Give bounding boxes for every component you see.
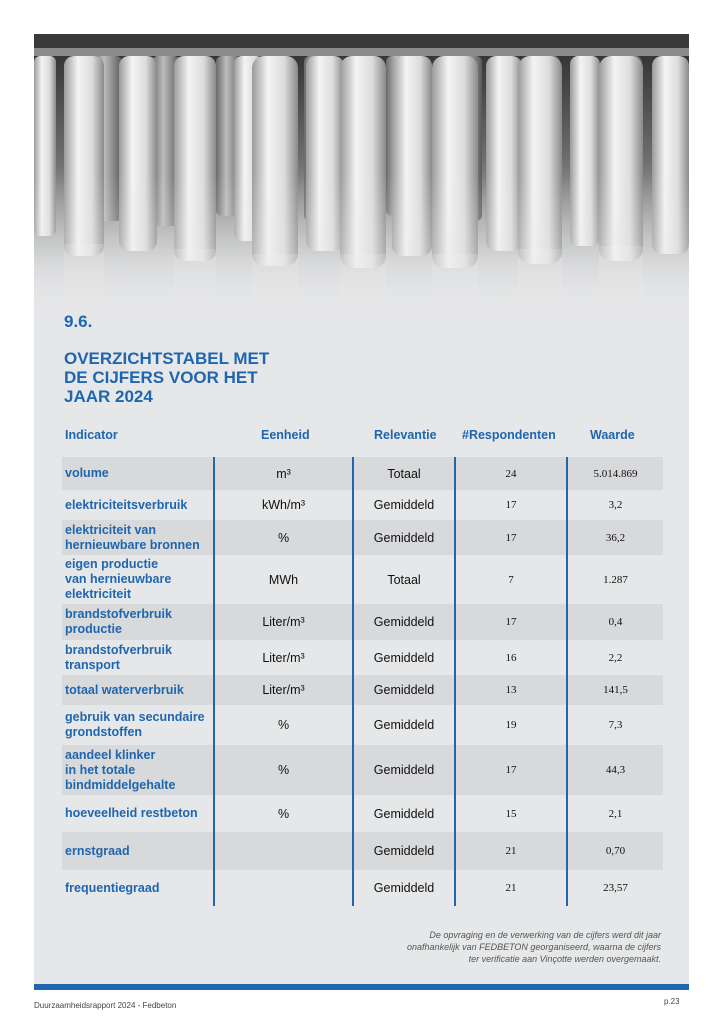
indicator-line: grondstoffen	[65, 725, 143, 739]
header-relevantie: Relevantie	[374, 428, 437, 442]
eenheid-cell: kWh/m³	[261, 498, 306, 512]
table-row	[62, 832, 663, 870]
table-row	[62, 555, 663, 604]
waarde-cell: 5.014.869	[593, 467, 638, 480]
indicator-cell	[65, 640, 213, 675]
table-row	[62, 795, 663, 832]
table-row	[62, 705, 663, 745]
table-row	[62, 520, 663, 555]
eenheid-cell	[215, 832, 352, 870]
relevantie-cell: Gemiddeld	[373, 763, 435, 777]
indicator-cell	[65, 705, 213, 745]
waarde-cell: 44,3	[605, 764, 626, 776]
eenheid-cell: m³	[276, 466, 291, 481]
column-divider	[213, 457, 215, 906]
section-number: 9.6.	[64, 312, 93, 331]
respondenten-cell: 17	[505, 531, 517, 544]
table-row	[62, 870, 663, 906]
indicator-cell	[65, 870, 213, 906]
relevantie-cell: Totaal	[387, 572, 421, 587]
relevantie-cell: Gemiddeld	[373, 718, 435, 732]
indicator-line: elektriciteitsverbruik	[65, 497, 188, 512]
table-row	[62, 745, 663, 795]
indicator-line: eigen productie	[65, 557, 159, 571]
respondenten-cell: 7	[508, 573, 514, 586]
indicator-line: productie	[65, 622, 122, 636]
indicator-cell	[65, 745, 213, 795]
respondenten-cell: 15	[505, 807, 517, 820]
indicator-cell	[65, 675, 213, 705]
eenheid-cell: Liter/m³	[262, 650, 305, 665]
waarde-cell: 0,70	[605, 845, 626, 857]
waarde-cell: 36,2	[605, 531, 626, 544]
eenheid-cell: %	[277, 718, 290, 732]
eenheid-cell: %	[277, 806, 290, 821]
relevantie-cell: Gemiddeld	[373, 844, 435, 858]
header-eenheid: Eenheid	[261, 428, 310, 442]
indicator-line: hernieuwbare bronnen	[65, 537, 200, 552]
indicator-cell	[65, 555, 213, 604]
respondenten-cell: 21	[505, 882, 517, 894]
footer-report-title: Duurzaamheidsrapport 2024 - Fedbeton	[34, 1001, 177, 1010]
eenheid-cell: Liter/m³	[262, 683, 305, 697]
eenheid-cell	[215, 870, 352, 906]
relevantie-cell: Gemiddeld	[373, 881, 435, 895]
respondenten-cell: 13	[505, 684, 517, 696]
respondenten-cell: 17	[505, 764, 517, 776]
indicator-line: hoeveelheid restbeton	[65, 806, 198, 820]
table-row	[62, 675, 663, 705]
indicator-line: elektriciteit van	[65, 522, 157, 537]
section-title-line: DE CIJFERS VOOR HET	[64, 368, 258, 387]
respondenten-cell: 24	[505, 467, 517, 480]
table-row	[62, 640, 663, 675]
relevantie-cell: Totaal	[387, 466, 421, 481]
indicator-line: brandstofverbruik	[65, 607, 172, 621]
indicator-line: elektriciteit	[65, 587, 132, 601]
indicator-cell	[65, 795, 213, 832]
waarde-cell: 0,4	[608, 616, 623, 628]
indicator-line: transport	[65, 657, 120, 672]
footnote-line: onafhankelijk van FEDBETON georganiseerd, waarna de cijfers	[407, 942, 661, 952]
indicator-line: van hernieuwbare	[65, 572, 172, 586]
waarde-cell: 7,3	[608, 719, 623, 731]
table-row	[62, 457, 663, 490]
eenheid-cell: %	[277, 763, 290, 777]
indicator-cell	[65, 604, 213, 640]
relevantie-cell: Gemiddeld	[373, 530, 435, 545]
waarde-cell: 3,2	[608, 499, 623, 511]
waarde-cell: 23,57	[603, 882, 628, 894]
respondenten-cell: 17	[505, 499, 517, 511]
section-title-line: OVERZICHTSTABEL MET	[64, 349, 270, 368]
header-indicator: Indicator	[65, 428, 118, 442]
indicator-line: gebruik van secundaire	[65, 710, 205, 724]
table-row	[62, 490, 663, 520]
indicator-cell	[65, 457, 213, 490]
indicator-cell	[65, 490, 213, 520]
waarde-cell: 2,1	[608, 807, 623, 820]
relevantie-cell: Gemiddeld	[373, 806, 435, 821]
indicator-line: in het totale	[65, 762, 136, 777]
waarde-cell: 1.287	[603, 573, 628, 586]
waarde-cell: 141,5	[603, 684, 628, 696]
respondenten-cell: 16	[505, 651, 517, 664]
relevantie-cell: Gemiddeld	[373, 498, 435, 512]
indicator-line: bindmiddelgehalte	[65, 777, 176, 792]
indicator-line: volume	[65, 466, 109, 480]
waarde-cell: 2,2	[608, 651, 623, 664]
footnote-line: ter verificatie aan Vinçotte werden overgemaakt.	[468, 954, 661, 964]
footnote	[340, 929, 661, 965]
indicator-cell	[65, 520, 213, 555]
page-number: p.23	[664, 997, 680, 1006]
indicator-line: totaal waterverbruik	[65, 682, 184, 697]
eenheid-cell: MWh	[268, 572, 299, 587]
relevantie-cell: Gemiddeld	[373, 615, 435, 629]
indicator-line: ernstgraad	[65, 843, 130, 858]
relevantie-cell: Gemiddeld	[373, 683, 435, 697]
eenheid-cell: %	[277, 530, 290, 545]
indicator-line: frequentiegraad	[65, 880, 160, 895]
respondenten-cell: 21	[505, 845, 517, 857]
section-title	[64, 349, 364, 406]
column-divider	[566, 457, 568, 906]
respondenten-cell: 19	[505, 719, 517, 731]
indicator-line: brandstofverbruik	[65, 642, 172, 657]
header-waarde: Waarde	[590, 428, 635, 442]
concrete-columns-photo	[34, 34, 689, 316]
table-row	[62, 604, 663, 640]
footnote-line: De opvraging en de verwerking van de cijfers werd dit jaar	[429, 930, 661, 940]
eenheid-cell: Liter/m³	[262, 615, 305, 629]
column-divider	[352, 457, 354, 906]
bottom-accent-bar	[34, 984, 689, 990]
relevantie-cell: Gemiddeld	[373, 650, 435, 665]
indicator-line: aandeel klinker	[65, 747, 156, 762]
header-respondenten: #Respondenten	[462, 428, 556, 442]
column-divider	[454, 457, 456, 906]
respondenten-cell: 17	[505, 616, 517, 628]
section-title-line: JAAR 2024	[64, 387, 153, 406]
indicator-cell	[65, 832, 213, 870]
